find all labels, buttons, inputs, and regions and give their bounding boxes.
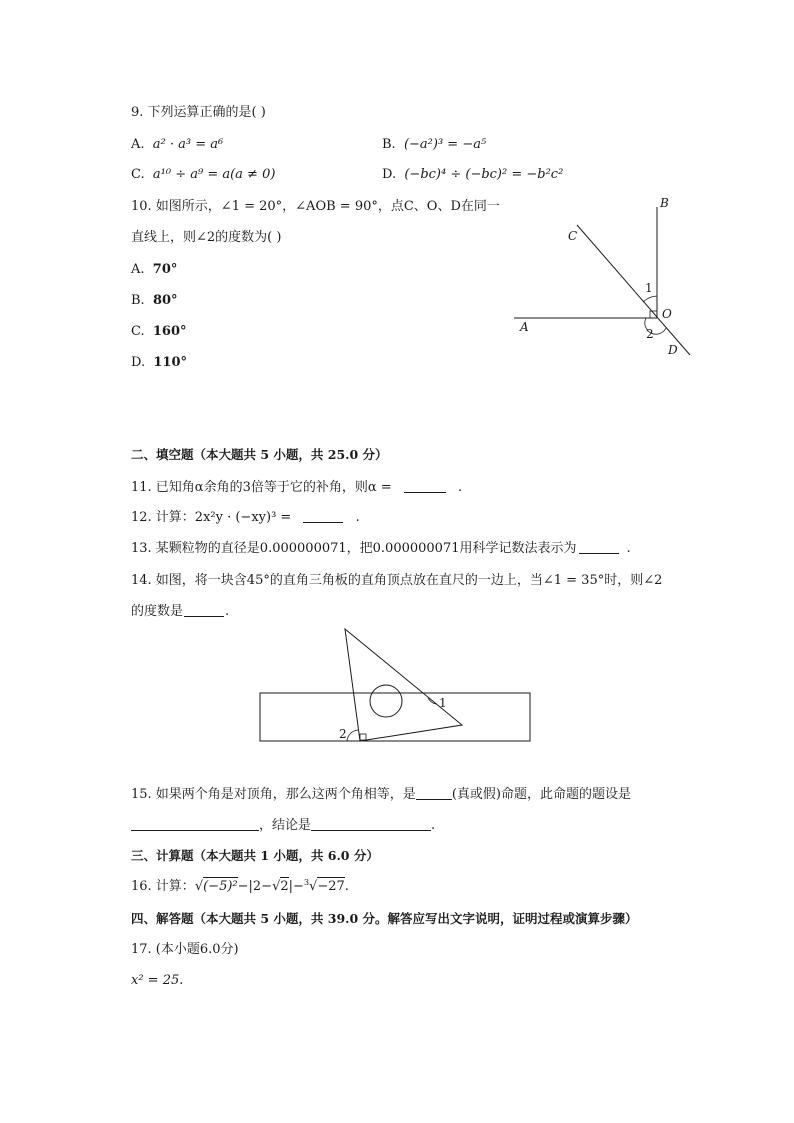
section-3-title: 三、计算题（本大题共 1 小题，共 6.0 分） [131, 848, 379, 863]
q9-option-a-label: A. [131, 137, 145, 152]
q13-answer-blank[interactable] [579, 541, 619, 554]
right-angle-mark [650, 311, 657, 318]
q15-line2 [131, 817, 435, 835]
q10-option-a-value: 70° [152, 262, 178, 277]
q10-option-c-label: C. [131, 324, 145, 339]
q9-option-c [131, 166, 275, 184]
q9-option-b-label: B. [382, 137, 396, 152]
q10-option-c-value: 160° [152, 324, 187, 339]
label-2: 2 [339, 727, 347, 741]
q16 [131, 878, 349, 896]
angle-1-arc [643, 296, 657, 302]
q15-line1 [131, 786, 631, 804]
sqrt-sign: √ [309, 879, 318, 894]
q10-option-a [131, 261, 177, 279]
label-a: A [520, 320, 529, 334]
q16-radicand-2: 2 [280, 879, 289, 894]
ruler [260, 693, 530, 741]
q9-stem: 9. 下列运算正确的是( ) [131, 105, 266, 120]
q16-expr-d: |− [288, 879, 304, 894]
q13 [131, 540, 631, 558]
q11-end: . [457, 480, 463, 495]
q9-option-b [382, 136, 486, 154]
q13-text: 13. 某颗粒物的直径是0.000000071，把0.000000071用科学记数法表示为 [131, 541, 577, 556]
q9-option-d [382, 166, 563, 184]
q15-line2-a: ，结论是 [259, 818, 312, 833]
q10-angle-figure [510, 195, 700, 365]
q15-line1-b: (真或假)命题，此命题的题设是 [451, 787, 631, 802]
sqrt-sign: √ [272, 879, 281, 894]
q16-root-index: 3 [303, 878, 310, 887]
q11-answer-blank[interactable] [404, 480, 446, 493]
q10-stem-line1: 10. 如图所示，∠1 = 20°，∠AOB = 90°，点C、O、D在同一 [131, 199, 500, 214]
q9-option-d-expr: (−bc)⁴ ÷ (−bc)² = −b²c² [404, 167, 564, 182]
label-d: D [668, 343, 678, 357]
q9-option-c-expr: a¹⁰ ÷ a⁹ = a(a ≠ 0) [152, 167, 276, 182]
q16-end: . [344, 879, 349, 894]
q12-text: 12. 计算：2x²y · (−xy)³ = [131, 510, 292, 525]
q10-option-d-value: 110° [153, 355, 187, 370]
q14-end: . [225, 604, 230, 619]
q10-option-b-value: 80° [152, 293, 178, 308]
q15-end: . [431, 818, 436, 833]
q14-line2 [131, 603, 229, 621]
q17-title: 17. (本小题6.0分) [131, 942, 239, 957]
q12-end: . [355, 510, 360, 525]
q17-expr: x² = 25. [131, 973, 184, 988]
q10-option-d [131, 354, 187, 372]
right-angle-mark [360, 734, 366, 740]
q15-blank-conclusion[interactable] [311, 818, 431, 831]
q13-end: . [626, 541, 631, 556]
set-square [345, 629, 462, 741]
q14-line1: 14. 如图，将一块含45°的直角三角板的直角顶点放在直尺的一边上，当∠1 = 35°时，则∠2 [131, 573, 663, 588]
q16-radicand-1: (−5)² [203, 879, 238, 894]
q14-answer-blank[interactable] [184, 604, 224, 617]
set-square-hole [370, 685, 402, 717]
q12 [131, 509, 360, 527]
q15-blank-truth[interactable] [416, 787, 452, 800]
label-c: C [568, 229, 578, 243]
q16-prefix: 16. 计算： [131, 879, 195, 894]
q9-option-a [131, 136, 223, 154]
label-1: 1 [645, 281, 653, 295]
sqrt-sign: √ [194, 879, 204, 894]
q11-text: 11. 已知角α余角的3倍等于它的补角，则α = [131, 480, 392, 495]
q16-expr-b: −|2− [237, 879, 273, 894]
q16-radicand-3: −27 [317, 879, 345, 894]
q15-blank-hypothesis[interactable] [131, 818, 259, 831]
q9-option-d-label: D. [382, 167, 397, 182]
label-o: O [662, 307, 672, 321]
q9-option-c-label: C. [131, 167, 145, 182]
q15-line1-a: 15. 如果两个角是对顶角，那么这两个角相等，是 [131, 787, 416, 802]
label-1: 1 [439, 696, 447, 710]
q9-option-a-expr: a² · a³ = a⁶ [152, 137, 224, 152]
angle-2-arc [347, 730, 358, 741]
q14-line2-text: 的度数是 [131, 604, 184, 619]
q14-ruler-triangle-figure [255, 625, 535, 747]
section-2-title: 二、填空题（本大题共 5 小题，共 25.0 分） [131, 447, 388, 462]
q10-option-c [131, 323, 187, 341]
q12-answer-blank[interactable] [303, 510, 343, 523]
section-4-title: 四、解答题（本大题共 5 小题，共 39.0 分。解答应写出文字说明，证明过程或演算步骤） [131, 911, 638, 926]
q11 [131, 479, 462, 497]
q9-option-b-expr: (−a²)³ = −a⁵ [403, 137, 487, 152]
q10-option-d-label: D. [131, 355, 146, 370]
label-b: B [660, 196, 669, 210]
q10-option-b-label: B. [131, 293, 145, 308]
label-2: 2 [646, 327, 654, 341]
q10-option-a-label: A. [131, 262, 145, 277]
line-cd [577, 225, 690, 355]
q10-stem-line2: 直线上，则∠2的度数为( ) [131, 230, 282, 245]
q10-option-b [131, 292, 178, 310]
